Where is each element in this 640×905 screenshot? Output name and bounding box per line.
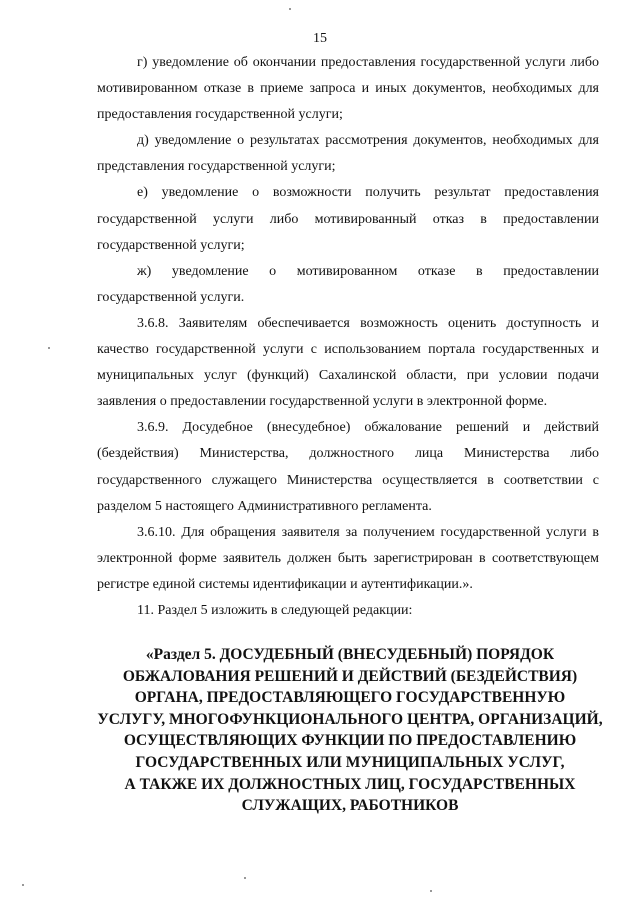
heading-line: ОРГАНА, ПРЕДОСТАВЛЯЮЩЕГО ГОСУДАРСТВЕННУЮ — [134, 689, 566, 707]
scan-speck — [289, 8, 291, 10]
scan-speck — [244, 877, 246, 879]
paragraph-3-6-10: 3.6.10. Для обращения заявителя за получением государственной услуги в электронной форме заявитель должен быть зарегистрирован в соответствующем регистре единой системы идентификации и аутентификации.». — [97, 524, 599, 592]
document-body — [97, 50, 599, 624]
heading-line: «Раздел 5. ДОСУДЕБНЫЙ (ВНЕСУДЕБНЫЙ) ПОРЯДОК — [145, 646, 555, 663]
heading-line: А ТАКЖЕ ИХ ДОЛЖНОСТНЫХ ЛИЦ, ГОСУДАРСТВЕННЫХ — [124, 775, 576, 793]
paragraph-g: г) уведомление об окончании предоставления государственной услуги либо мотивированном отказе в приеме запроса и иных документов, необходимых для предоставления государственной услуги; — [97, 55, 599, 123]
paragraph-e: е) уведомление о возможности получить результат предоставления государственной услуги либо мотивированный отказ в предоставлении государственной услуги; — [97, 185, 599, 253]
paragraph-zh: ж) уведомление о мотивированном отказе в предоставлении государственной услуги. — [97, 263, 599, 305]
scan-speck — [22, 884, 24, 886]
page-number: 15 — [313, 31, 327, 46]
heading-line: ОБЖАЛОВАНИЯ РЕШЕНИЙ И ДЕЙСТВИЙ (БЕЗДЕЙСТВИЯ) — [122, 667, 578, 685]
heading-line: СЛУЖАЩИХ, РАБОТНИКОВ — [241, 797, 459, 815]
paragraph-11: 11. Раздел 5 изложить в следующей редакции: — [137, 602, 413, 618]
heading-line: ГОСУДАРСТВЕННЫХ ИЛИ МУНИЦИПАЛЬНЫХ УСЛУГ, — [135, 753, 565, 771]
paragraph-3-6-8: 3.6.8. Заявителям обеспечивается возможность оценить доступность и качество государственной услуги с использованием портала государственных и муниципальных услуг (функций) Сахалинской области, при условии подачи заявления о предоставлении государственной услуги в электронной форме. — [97, 315, 599, 410]
paragraph-3-6-9: 3.6.9. Досудебное (внесудебное) обжалование решений и действий (бездействия) Министерства, должностного лица Министерства либо государственного служащего Министерства осуществляется в соответствии с разделом 5 настоящего Административного регламента. — [97, 420, 599, 514]
scan-speck — [430, 890, 432, 892]
paragraph-d: д) уведомление о результатах рассмотрения документов, необходимых для представления государственной услуги; — [97, 133, 599, 175]
scan-speck — [48, 347, 50, 349]
section-5-heading — [80, 644, 620, 817]
heading-line: УСЛУГУ, МНОГОФУНКЦИОНАЛЬНОГО ЦЕНТРА, ОРГАНИЗАЦИЙ, — [97, 710, 603, 728]
heading-line: ОСУЩЕСТВЛЯЮЩИХ ФУНКЦИИ ПО ПРЕДОСТАВЛЕНИЮ — [123, 732, 577, 750]
